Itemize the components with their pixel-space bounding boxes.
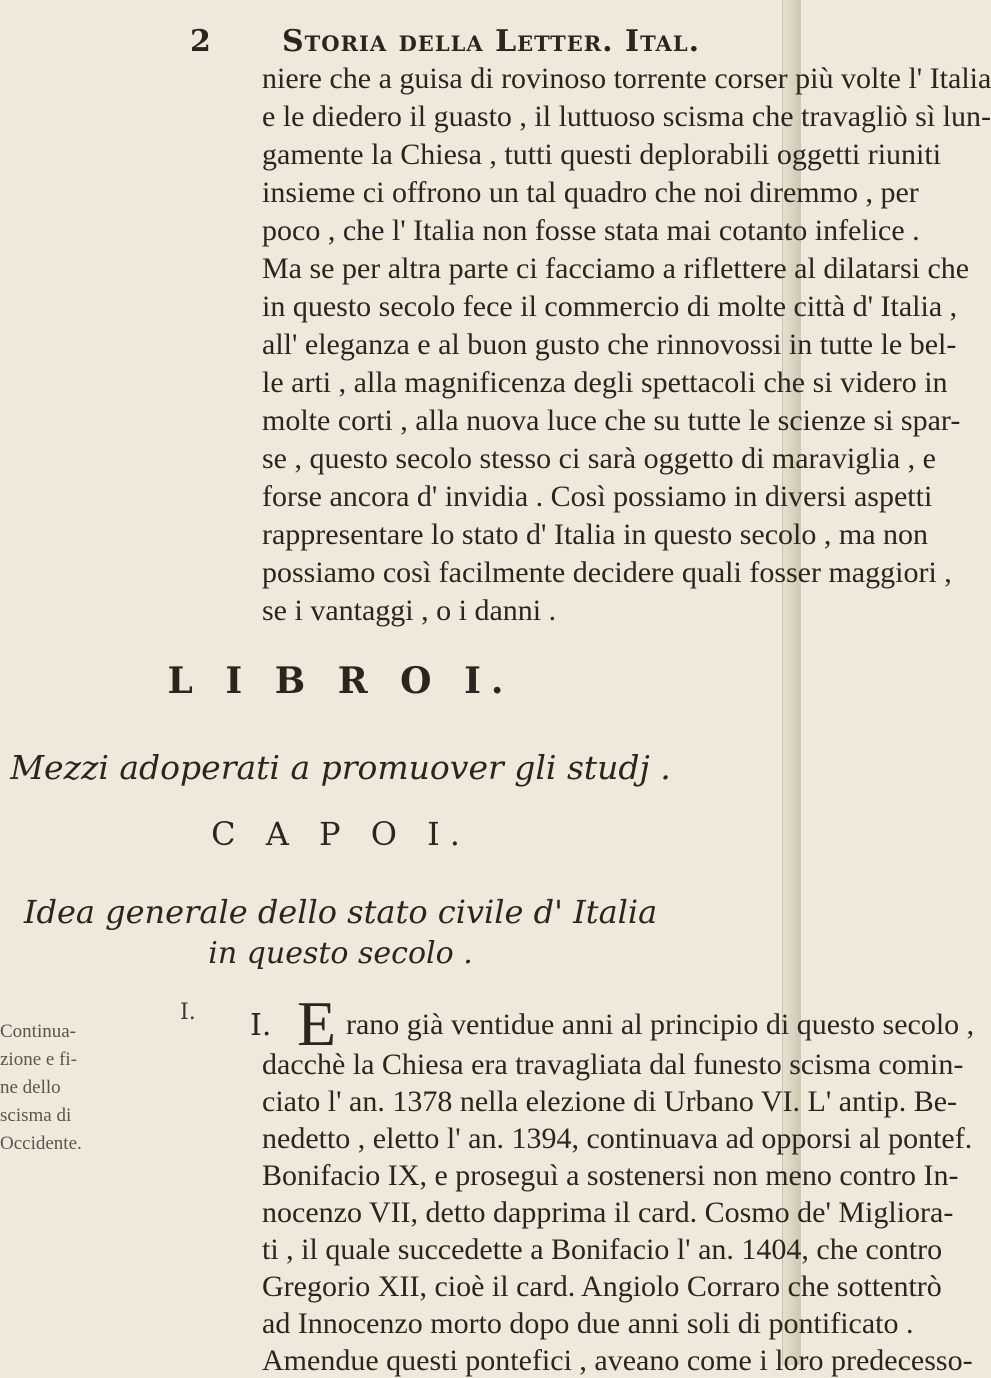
text-line: insieme ci offrono un tal quadro che noi diremmo , per — [262, 176, 919, 209]
margin-note-line: zione e fi- — [0, 1049, 78, 1070]
text-line: Bonifacio IX, e proseguì a sostenersi non meno contro In- — [262, 1159, 959, 1192]
text-line: rappresentare lo stato d' Italia in questo secolo , ma non — [262, 518, 929, 551]
text-line: gamente la Chiesa , tutti questi deplorabili oggetti riuniti — [262, 138, 942, 171]
margin-note-line: scisma di — [0, 1105, 72, 1126]
text-line: in questo secolo fece il commercio di molte città d' Italia , — [262, 290, 958, 323]
text-line: le arti , alla magnificenza degli spettacoli che si videro in — [262, 366, 948, 399]
text-line: nedetto , eletto l' an. 1394, continuava ad opporsi al pontef. — [262, 1122, 973, 1155]
text-line: nocenzo VII, detto dapprima il card. Cosmo de' Migliora- — [262, 1196, 954, 1229]
text-line: ad Innocenzo morto dopo due anni soli di pontificato . — [262, 1307, 914, 1340]
text-line: Ma se per altra parte ci facciamo a riflettere al dilatarsi che — [262, 252, 970, 285]
drop-cap: E — [297, 988, 337, 1059]
margin-note — [0, 1018, 240, 1158]
chapter-heading-line1: Idea generale dello stato civile d' Italia — [23, 893, 658, 931]
text-line: e le diedero il guasto , il luttuoso scisma che travagliò sì lun- — [262, 100, 991, 133]
text-line: molte corti , alla nuova luce che su tutte le scienze si spar- — [262, 404, 961, 437]
text-line: possiamo così facilmente decidere quali fosser maggiori , — [262, 556, 952, 589]
chapter-heading-line2: in questo secolo . — [208, 936, 473, 971]
text-line: rano già ventidue anni al principio di questo secolo , — [346, 1008, 975, 1041]
margin-note-line: Continua- — [0, 1021, 76, 1042]
margin-note-line: Occidente. — [0, 1133, 82, 1154]
text-line: niere che a guisa di rovinoso torrente corser più volte l' Italia — [262, 62, 991, 95]
text-line: ciato l' an. 1378 nella elezione di Urbano VI. L' antip. Be- — [262, 1085, 958, 1118]
text-line: Gregorio XII, cioè il card. Angiolo Corraro che sottentrò — [262, 1270, 942, 1303]
text-line: Amendue questi pontefici , aveano come i loro predecesso- — [262, 1344, 973, 1377]
text-line: forse ancora d' invidia . Così possiamo in diversi aspetti — [262, 480, 933, 513]
page-header — [0, 20, 801, 64]
running-head: Storia della Letter. Ital. — [282, 24, 701, 59]
chapter-title: C A P O I. — [211, 815, 470, 853]
text-line: ti , il quale succedette a Bonifacio l' an. 1404, che contro — [262, 1233, 943, 1266]
section-number: I. — [250, 1008, 272, 1043]
book-title: L I B R O I. — [167, 660, 514, 702]
text-line: se i vantaggi , o i danni . — [262, 594, 557, 627]
text-line: se , questo secolo stesso ci sarà oggetto di maraviglia , e — [262, 442, 936, 475]
margin-note-line: ne dello — [0, 1077, 61, 1098]
page-number: 2 — [190, 24, 211, 59]
margin-mark: I. — [180, 1000, 196, 1025]
text-line: all' eleganza e al buon gusto che rinnovossi in tutte le bel- — [262, 328, 957, 361]
text-line: poco , che l' Italia non fosse stata mai cotanto infelice . — [262, 214, 920, 247]
text-line: dacchè la Chiesa era travagliata dal funesto scisma comin- — [262, 1048, 964, 1081]
book-subtitle: Mezzi adoperati a promuover gli studj . — [10, 748, 671, 787]
